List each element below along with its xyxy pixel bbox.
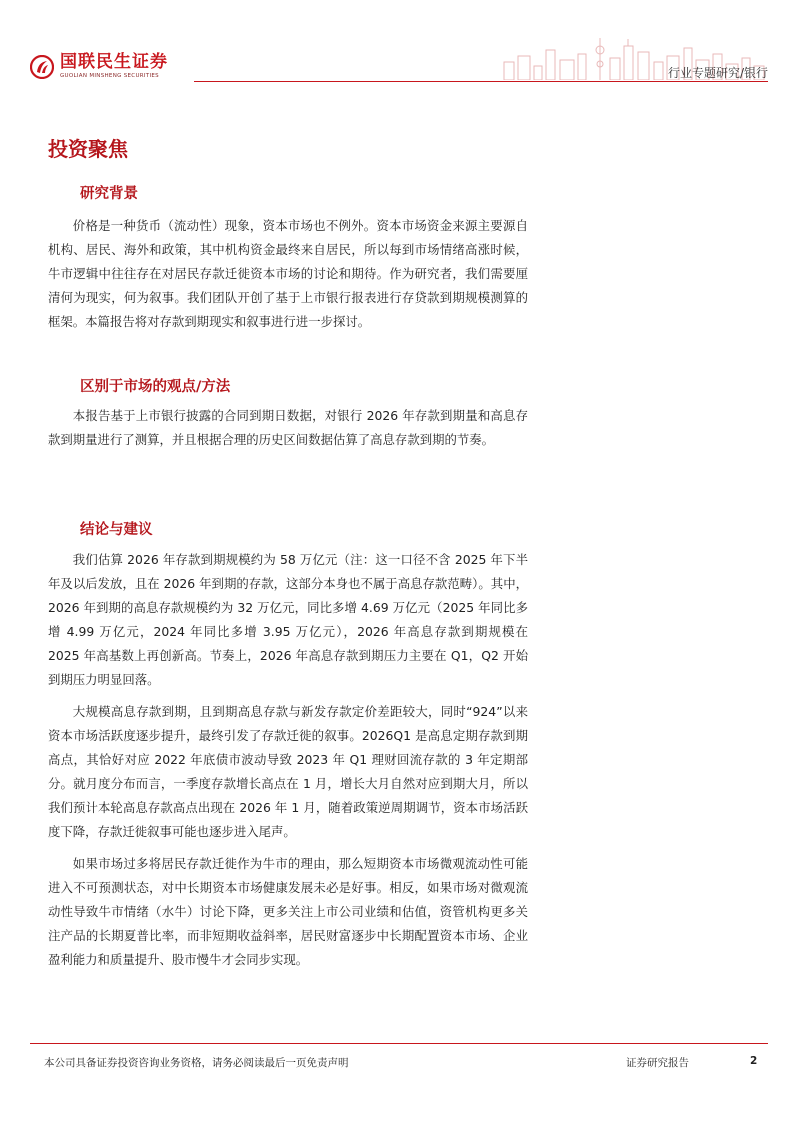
- page-header: [0, 0, 794, 90]
- logo-chinese-name: 国联民生证券: [60, 52, 168, 72]
- paragraph-method: 本报告基于上市银行披露的合同到期日数据，对银行 2026 年存款到期量和高息存款到期量进行了测算，并且根据合理的历史区间数据估算了高息存款到期的节奏。: [48, 408, 528, 447]
- footer-divider: [30, 1043, 768, 1044]
- footer-report-type: 证券研究报告: [626, 1057, 689, 1069]
- company-logo: [30, 54, 168, 80]
- paragraph-conclusion-3: 如果市场过多将居民存款迁徙作为牛市的理由，那么短期资本市场微观流动性可能进入不可预测状态，对中长期资本市场健康发展未必是好事。相反，如果市场对微观流动性导致牛市情绪（水牛）讨论下降，更多关注上市公司业绩和估值，资管机构更多关注产品的长期夏普比率，而非短期收益斜率，居民财富逐步中长期配置资本市场、企业盈利能力和质量提升、股市慢牛才会同步实现。: [48, 856, 528, 967]
- page-title: 投资聚焦: [48, 137, 128, 161]
- paragraph-conclusion-1: 我们估算 2026 年存款到期规模约为 58 万亿元（注：这一口径不含 2025 年下半年及以后发放，且在 2026 年到期的存款，这部分本身也不属于高息存款范畴）。其中，2026 年到期的高息存款规模约为 32 万亿元，同比多增 4.69 万亿元（2025 年同比多增 4.99 万亿元，2024 年同比多增 3.95 万亿元），2026 年高息存款到期规模在 2025 年高基数上再创新高。节奏上，2026 年高息存款到期压力主要在 Q1，Q2 开始到期压力明显回落。: [48, 552, 528, 687]
- paragraph-conclusion-2: 大规模高息存款到期，且到期高息存款与新发存款定价差距较大，同时“924”以来资本市场活跃度逐步提升，最终引发了存款迁徙的叙事。2026Q1 是高息定期存款到期高点，其恰好对应 2022 年底债市波动导致 2023 年 Q1 理财回流存款的 3 年定期部分。就月度分布而言，一季度存款增长高点在 1 月，增长大月自然对应到期大月，所以我们预计本轮高息存款高点出现在 2026 年 1 月，随着政策逆周期调节，资本市场活跃度下降，存款迁徙叙事可能也逐步进入尾声。: [48, 704, 528, 839]
- page-number: 2: [750, 1055, 758, 1067]
- section-heading-method: 区别于市场的观点/方法: [80, 379, 231, 395]
- logo-english-name: GUOLIAN MINSHENG SECURITIES: [60, 73, 159, 79]
- header-divider: [194, 81, 768, 82]
- paragraph-background: 价格是一种货币（流动性）现象，资本市场也不例外。资本市场资金来源主要源自机构、居民、海外和政策，其中机构资金最终来自居民，所以每到市场情绪高涨时候，牛市逻辑中往往存在对居民存款迁徙资本市场的讨论和期待。作为研究者，我们需要厘清何为现实，何为叙事。我们团队开创了基于上市银行报表进行存贷款到期规模测算的框架。本篇报告将对存款到期现实和叙事进行进一步探讨。: [48, 218, 528, 329]
- section-heading-background: 研究背景: [80, 186, 138, 202]
- report-category: 行业专题研究/银行: [667, 66, 768, 80]
- logo-mark-icon: [30, 55, 54, 79]
- footer-disclaimer: 本公司具备证券投资咨询业务资格，请务必阅读最后一页免责声明: [44, 1057, 349, 1069]
- section-heading-conclusion: 结论与建议: [80, 522, 153, 538]
